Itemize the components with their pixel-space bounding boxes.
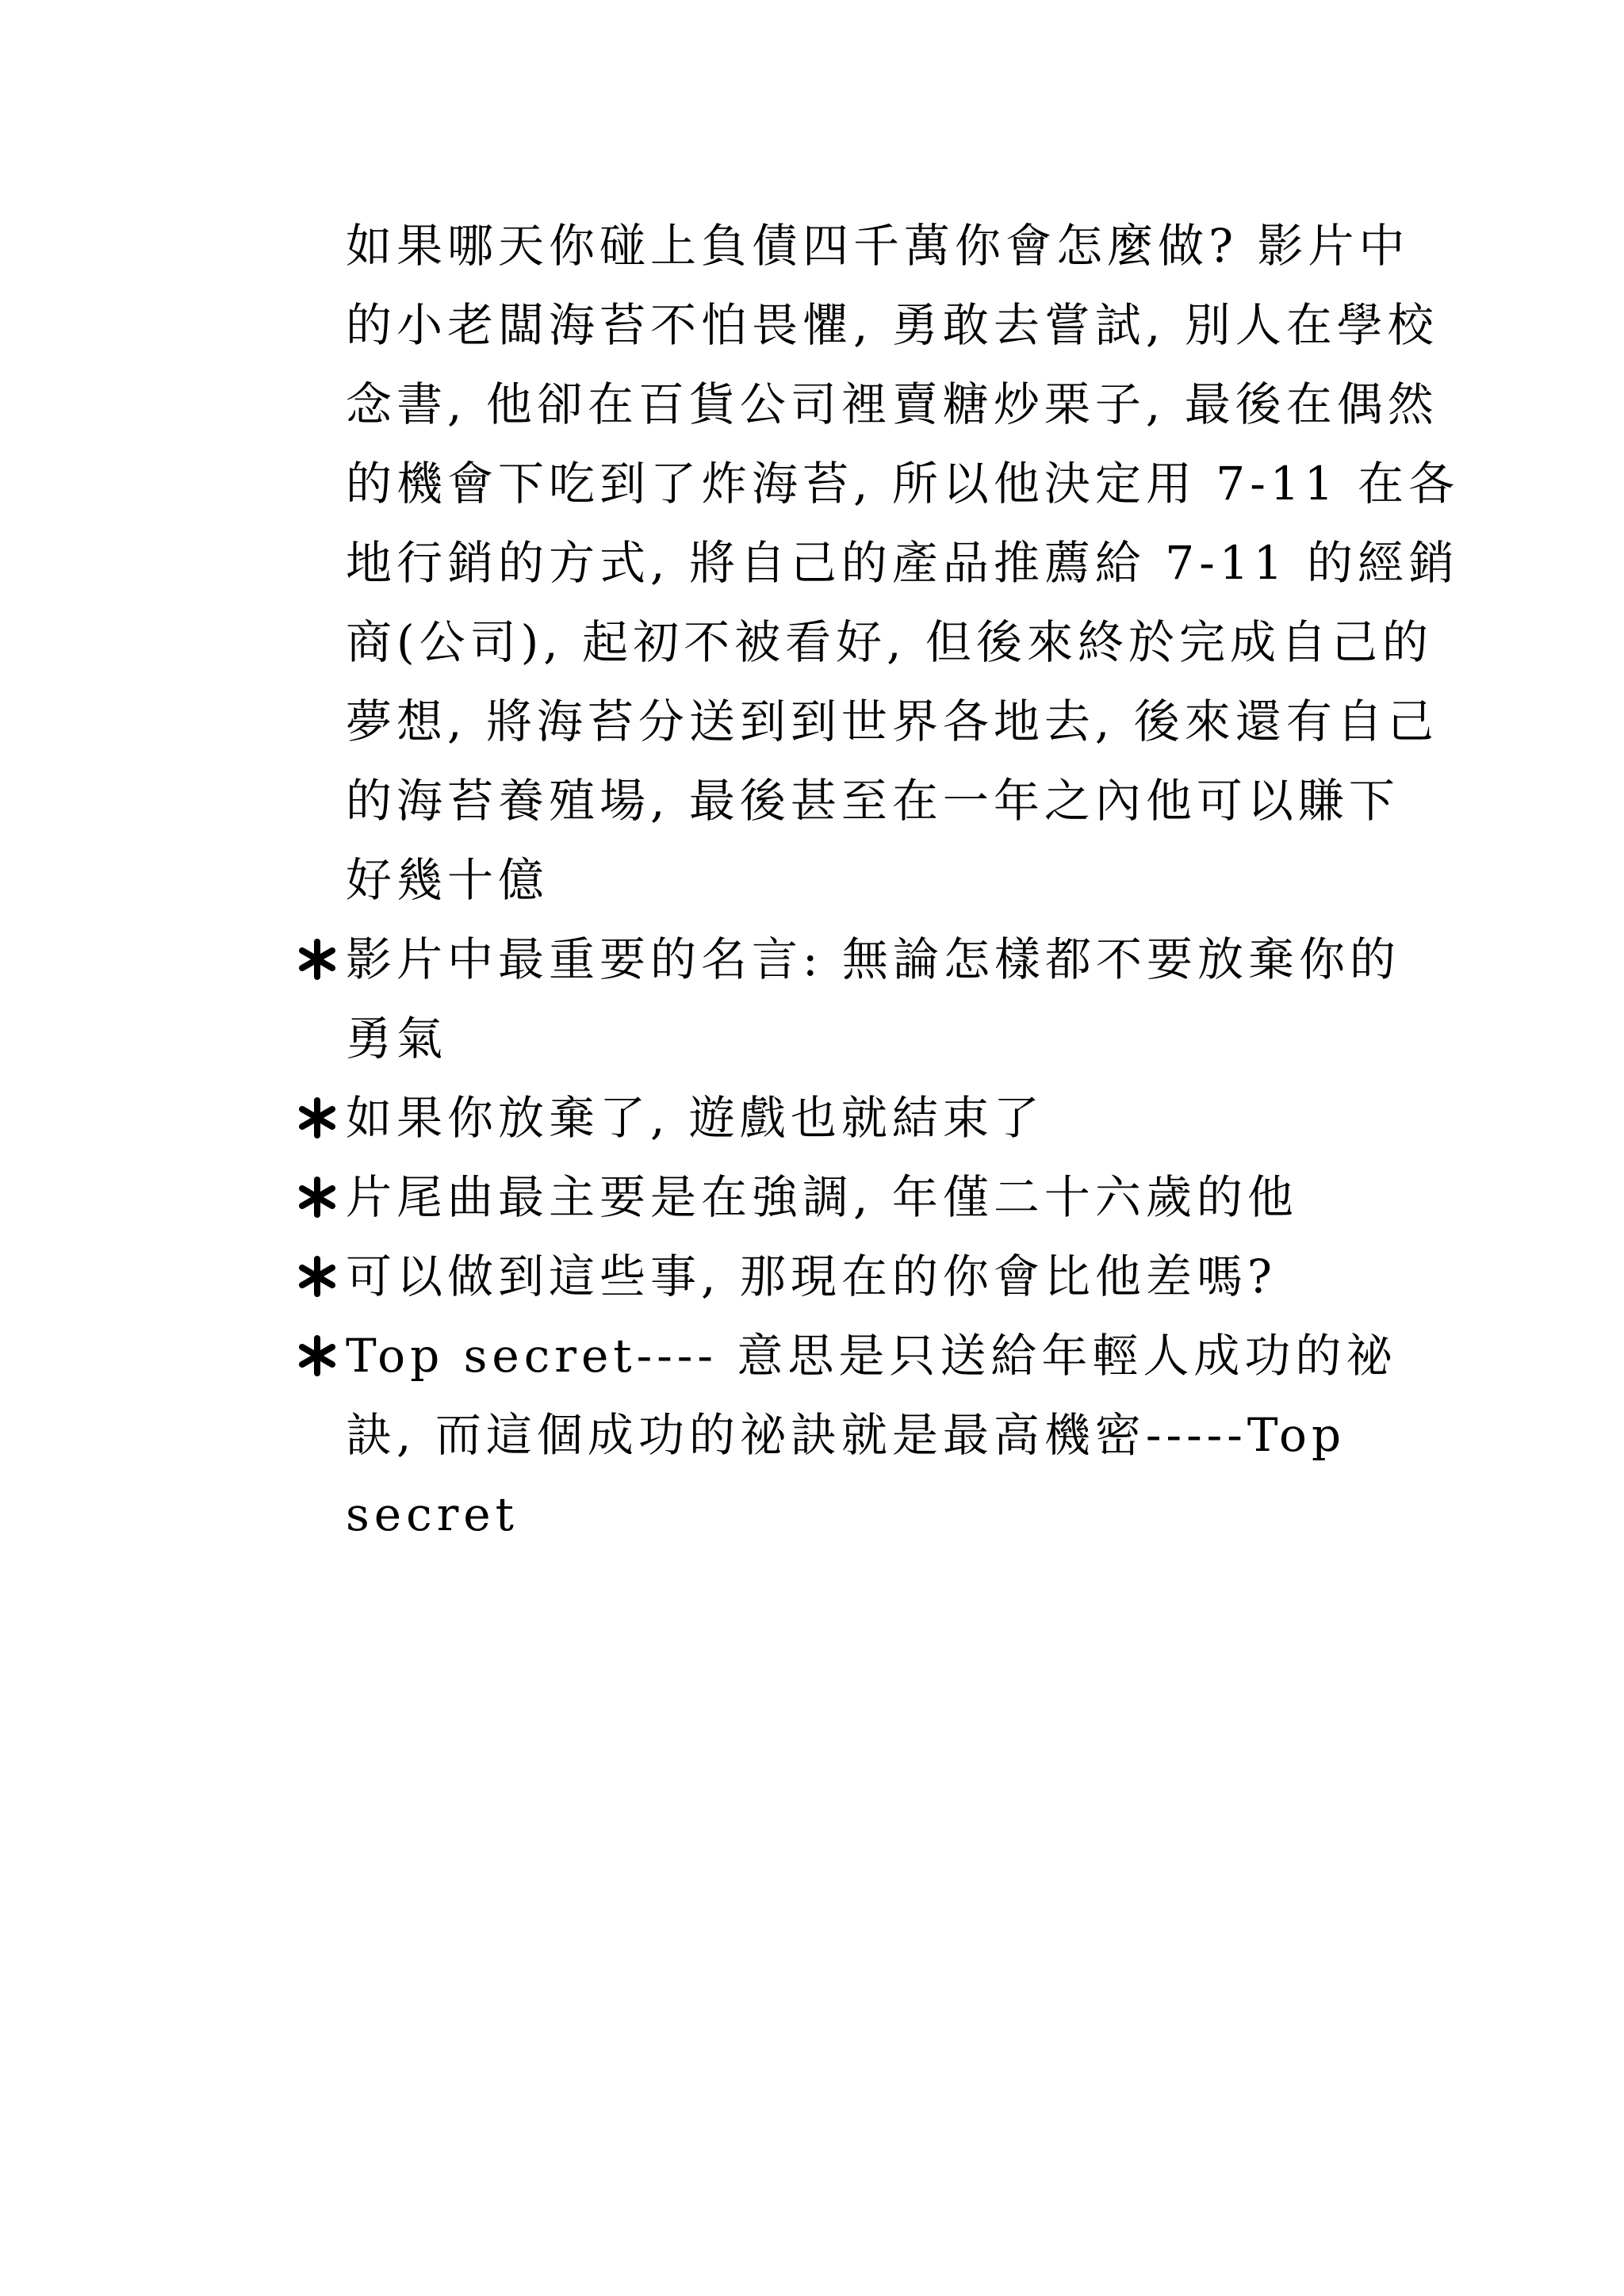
bullet-line: 片尾曲最主要是在強調, 年僅二十六歲的他	[346, 1170, 1298, 1224]
paragraph-line: 念書, 他卻在百貨公司裡賣糖炒栗子, 最後在偶然	[346, 377, 1438, 431]
bullet-item	[346, 1316, 1397, 1554]
bullet-line: secret	[346, 1487, 519, 1541]
paragraph-line: 如果哪天你碰上負債四千萬你會怎麼做? 影片中	[346, 219, 1410, 273]
paragraph-line: 的小老闆海苔不怕畏懼, 勇敢去嘗試, 別人在學校	[346, 298, 1438, 352]
asterisk-bullet-icon	[295, 937, 339, 982]
paragraph-line: 好幾十億	[346, 853, 550, 907]
bullet-line: 可以做到這些事, 那現在的你會比他差嗎?	[346, 1249, 1277, 1303]
bullet-item	[346, 1237, 1389, 1316]
bullet-line: Top secret---- 意思是只送給年輕人成功的祕	[346, 1329, 1397, 1383]
bullet-line: 訣, 而這個成功的祕訣就是最高機密-----Top	[346, 1408, 1346, 1462]
bullet-line: 影片中最重要的名言: 無論怎樣都不要放棄你的	[346, 932, 1400, 986]
intro-paragraph	[346, 206, 1460, 920]
document-body	[346, 206, 1460, 1554]
paragraph-line: 地行銷的方式, 將自己的產品推薦給 7-11 的經銷	[346, 536, 1460, 590]
paragraph-line: 夢想, 將海苔分送到到世界各地去, 後來還有自己	[346, 695, 1438, 748]
asterisk-bullet-icon	[295, 1254, 339, 1299]
asterisk-bullet-icon	[295, 1334, 339, 1378]
bullet-item	[346, 1158, 1389, 1237]
asterisk-bullet-icon	[295, 1175, 339, 1219]
bullet-line: 勇氣	[346, 1012, 448, 1066]
bullet-item	[346, 1078, 1389, 1158]
bullet-line: 如果你放棄了, 遊戲也就結束了	[346, 1091, 1044, 1145]
asterisk-bullet-icon	[295, 1096, 339, 1140]
paragraph-line: 商(公司), 起初不被看好, 但後來終於完成自己的	[346, 615, 1434, 669]
bullet-item	[346, 920, 1400, 1078]
paragraph-line: 的機會下吃到了炸海苔, 所以他決定用 7-11 在各	[346, 457, 1460, 511]
paragraph-line: 的海苔養殖場, 最後甚至在一年之內他可以賺下	[346, 774, 1400, 828]
